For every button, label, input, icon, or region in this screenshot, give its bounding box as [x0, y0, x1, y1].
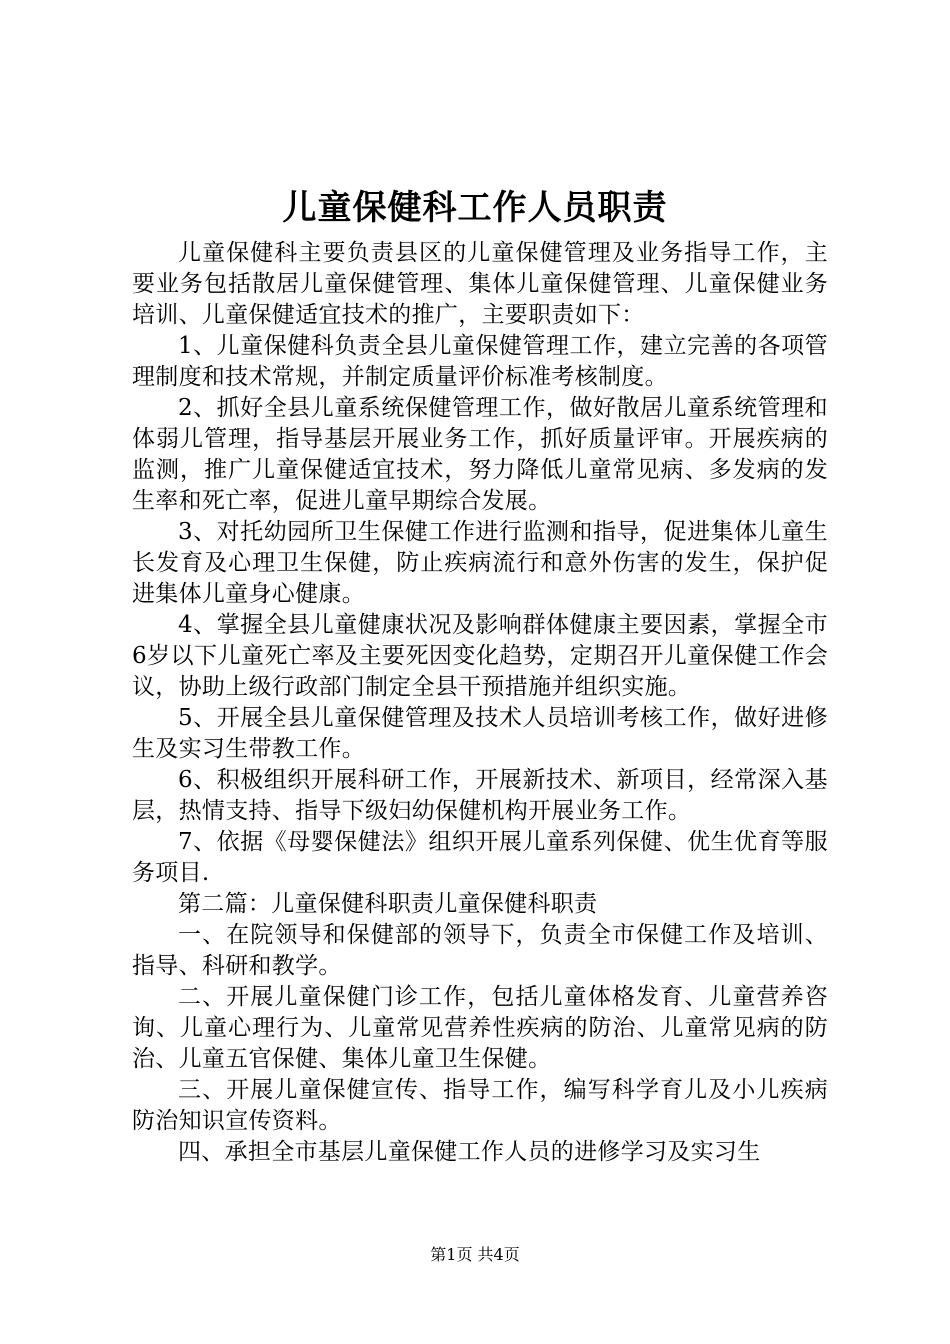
paragraph-duty-3: 3、对托幼园所卫生保健工作进行监测和指导，促进集体儿童生长发育及心理卫生保健，防止疾病流行和意外伤害的发生，保护促进集体儿童身心健康。 — [132, 519, 828, 607]
paragraph-duty-1: 1、儿童保健科负责全县儿童保健管理工作，建立完善的各项管理制度和技术常规，并制定质量评价标准考核制度。 — [132, 333, 828, 390]
paragraph-duty-4: 4、掌握全县儿童健康状况及影响群体健康主要因素，掌握全市6岁以下儿童死亡率及主要死因变化趋势，定期召开儿童保健工作会议，协助上级行政部门制定全县干预措施并组织实施。 — [132, 612, 828, 700]
section-heading-part-2: 第二篇：儿童保健科职责儿童保健科职责 — [178, 891, 598, 917]
document-body — [132, 238, 828, 1168]
paragraph-part2-1: 一、在院领导和保健部的领导下，负责全市保健工作及培训、指导、科研和教学。 — [132, 922, 828, 979]
paragraph-part2-3: 三、开展儿童保健宣传、指导工作，编写科学育儿及小儿疾病防治知识宣传资料。 — [132, 1077, 828, 1134]
paragraph-intro: 儿童保健科主要负责县区的儿童保健管理及业务指导工作，主要业务包括散居儿童保健管理、集体儿童保健管理、儿童保健业务培训、儿童保健适宜技术的推广，主要职责如下： — [132, 240, 828, 328]
paragraph-duty-6: 6、积极组织开展科研工作，开展新技术、新项目，经常深入基层，热情支持、指导下级妇幼保健机构开展业务工作。 — [132, 767, 828, 824]
paragraph-duty-7: 7、依据《母婴保健法》组织开展儿童系列保健、优生优育等服务项目. — [132, 829, 828, 886]
paragraph-part2-4: 四、承担全市基层儿童保健工作人员的进修学习及实习生 — [178, 1139, 761, 1165]
page-number-footer: 第1页 共4页 — [430, 1245, 520, 1264]
paragraph-duty-2: 2、抓好全县儿童系统保健管理工作，做好散居儿童系统管理和体弱儿管理，指导基层开展业务工作，抓好质量评审。开展疾病的监测，推广儿童保健适宜技术，努力降低儿童常见病、多发病的发生率和死亡率，促进儿童早期综合发展。 — [132, 395, 828, 514]
document-title: 儿童保健科工作人员职责 — [282, 188, 668, 228]
paragraph-part2-2: 二、开展儿童保健门诊工作，包括儿童体格发育、儿童营养咨询、儿童心理行为、儿童常见营养性疾病的防治、儿童常见病的防治、儿童五官保健、集体儿童卫生保健。 — [132, 984, 828, 1072]
paragraph-duty-5: 5、开展全县儿童保健管理及技术人员培训考核工作，做好进修生及实习生带教工作。 — [132, 705, 828, 762]
